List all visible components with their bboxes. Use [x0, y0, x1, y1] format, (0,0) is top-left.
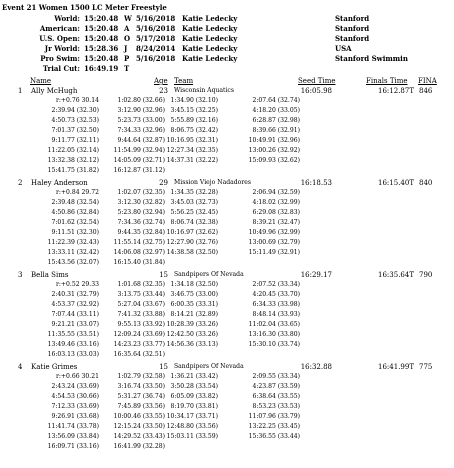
- split-time: 14:29.52 (33.43): [113, 433, 165, 440]
- split-time: 3:50.28 (33.54): [170, 383, 218, 390]
- split-time: 11:55.14 (32.75): [113, 239, 165, 246]
- split-time: 7:41.32 (33.88): [117, 311, 165, 318]
- swimmer-team: Sandpipers Of Nevada: [174, 271, 244, 278]
- split-time: 8:53.23 (33.53): [252, 403, 300, 410]
- split-time: 9:11.51 (32.30): [51, 229, 99, 236]
- record-date: 5/16/2018: [136, 54, 176, 63]
- split-time: 12:09.24 (33.69): [113, 331, 165, 338]
- split-time: 13:00.26 (32.92): [248, 147, 300, 154]
- split-time: 3:45.03 (32.73): [170, 199, 218, 206]
- record-date: 8/24/2014: [136, 44, 176, 53]
- split-time: 15:36.55 (33.44): [248, 433, 300, 440]
- event-title: Event 21 Women 1500 LC Meter Freestyle: [2, 3, 167, 12]
- split-time: 6:34.33 (33.98): [252, 301, 300, 308]
- split-time: 4:23.87 (33.59): [252, 383, 300, 390]
- split-time: 13:22.25 (33.45): [248, 423, 300, 430]
- record-team: Stanford: [335, 24, 370, 33]
- record-holder: Katie Ledecky: [182, 44, 238, 53]
- split-time: 16:15.40 (31.84): [113, 259, 165, 266]
- split-time: 10:16.95 (32.31): [166, 137, 218, 144]
- fina-points: 840: [419, 179, 433, 187]
- split-time: 14:05.09 (32.71): [113, 157, 165, 164]
- split-time: 14:23.23 (33.77): [113, 341, 165, 348]
- split-time: 9:44.35 (32.84): [117, 229, 165, 236]
- split-time: 15:09.93 (32.62): [248, 157, 300, 164]
- split-time: 7:01.62 (32.54): [51, 219, 99, 226]
- split-time: 1:02.07 (32.35): [117, 189, 165, 196]
- swimmer-name: Haley Anderson: [31, 179, 88, 187]
- split-time: 2:43.24 (33.69): [51, 383, 99, 390]
- split-time: 13:49.46 (33.16): [47, 341, 99, 348]
- split-time: r:+0.76 30.14: [55, 97, 99, 104]
- split-time: 4:50.86 (32.84): [51, 209, 99, 216]
- swimmer-place: 2: [18, 179, 23, 187]
- split-time: 10:49.91 (32.96): [248, 137, 300, 144]
- record-code: P: [124, 54, 130, 63]
- split-time: 2:06.94 (32.59): [252, 189, 300, 196]
- record-date: 5/17/2018: [136, 34, 176, 43]
- split-time: 14:37.31 (32.22): [166, 157, 218, 164]
- split-time: 2:40.31 (32.79): [51, 291, 99, 298]
- header-team: Team: [174, 77, 194, 85]
- swimmer-name: Bella Sims: [31, 271, 69, 279]
- split-time: 1:36.21 (33.42): [170, 373, 218, 380]
- split-time: 12:27.34 (32.35): [166, 147, 218, 154]
- header-finals: Finals Time: [366, 77, 408, 85]
- record-team: Stanford: [335, 34, 370, 43]
- split-time: 12:42.50 (33.26): [166, 331, 218, 338]
- split-time: 3:45.15 (32.25): [170, 107, 218, 114]
- record-code: W: [124, 14, 132, 23]
- record-team: Stanford Swimmin: [335, 54, 408, 63]
- split-time: 13:32.38 (32.12): [47, 157, 99, 164]
- split-time: 16:03.13 (33.03): [47, 351, 99, 358]
- split-time: 6:28.87 (32.98): [252, 117, 300, 124]
- split-time: 16:09.71 (33.16): [47, 443, 99, 450]
- split-time: 8:14.21 (32.89): [170, 311, 218, 318]
- split-time: 9:44.64 (32.87): [117, 137, 165, 144]
- split-time: 2:39.94 (32.30): [51, 107, 99, 114]
- header-seed: Seed Time: [298, 77, 336, 85]
- record-label: American:: [39, 24, 80, 33]
- split-time: 1:01.68 (32.35): [117, 281, 165, 288]
- record-time: 15:20.48: [84, 34, 119, 43]
- split-time: 11:54.99 (32.94): [113, 147, 165, 154]
- split-time: 2:07.52 (33.34): [252, 281, 300, 288]
- seed-time: 16:05.98: [300, 87, 332, 95]
- split-time: 4:53.37 (32.92): [51, 301, 99, 308]
- split-time: 4:18.02 (32.99): [252, 199, 300, 206]
- header-fina: FINA: [418, 77, 437, 85]
- split-time: 3:13.75 (33.44): [117, 291, 165, 298]
- split-time: 13:00.69 (32.79): [248, 239, 300, 246]
- split-time: 6:38.64 (33.55): [252, 393, 300, 400]
- seed-time: 16:18.53: [300, 179, 332, 187]
- swimmer-age: 23: [159, 87, 168, 95]
- split-time: 11:02.04 (33.65): [248, 321, 300, 328]
- split-time: 16:35.64 (32.51): [113, 351, 165, 358]
- record-time: 15:20.48: [84, 14, 119, 23]
- split-time: 11:22.39 (32.43): [47, 239, 99, 246]
- record-code: O: [124, 34, 131, 43]
- split-time: 12:27.90 (32.76): [166, 239, 218, 246]
- split-time: 15:30.10 (33.74): [248, 341, 300, 348]
- record-label: Trial Cut:: [42, 64, 80, 73]
- split-time: 9:55.13 (33.92): [117, 321, 165, 328]
- header-age: Age: [154, 77, 168, 85]
- swimmer-name: Katie Grimes: [31, 363, 78, 371]
- split-time: 1:02.79 (32.58): [117, 373, 165, 380]
- record-label: U.S. Open:: [39, 34, 80, 43]
- split-time: 11:41.74 (33.78): [47, 423, 99, 430]
- fina-points: 846: [419, 87, 433, 95]
- swimmer-team: Sandpipers Of Nevada: [174, 363, 244, 370]
- split-time: 11:22.05 (32.14): [47, 147, 99, 154]
- split-time: 5:23.73 (33.00): [117, 117, 165, 124]
- split-time: r:+0.52 29.33: [55, 281, 99, 288]
- split-time: 8:19.70 (33.81): [170, 403, 218, 410]
- record-holder: Katie Ledecky: [182, 14, 238, 23]
- record-time: 15:20.48: [84, 24, 119, 33]
- split-time: 8:06.74 (32.38): [170, 219, 218, 226]
- split-time: 5:55.89 (32.16): [170, 117, 218, 124]
- record-time: 15:20.48: [84, 54, 119, 63]
- split-time: 13:16.30 (33.80): [248, 331, 300, 338]
- split-time: 6:05.09 (33.82): [170, 393, 218, 400]
- seed-time: 16:29.17: [300, 271, 332, 279]
- split-time: 10:16.97 (32.62): [166, 229, 218, 236]
- record-code: J: [124, 44, 128, 53]
- split-time: 5:27.04 (33.67): [117, 301, 165, 308]
- finals-time: 16:35.64T: [378, 271, 414, 279]
- split-time: 13:56.09 (33.84): [47, 433, 99, 440]
- record-team: Stanford: [335, 14, 370, 23]
- split-time: 5:23.80 (32.94): [117, 209, 165, 216]
- record-time: 15:28.36: [84, 44, 119, 53]
- swimmer-place: 4: [18, 363, 23, 371]
- split-time: 8:48.14 (33.93): [252, 311, 300, 318]
- record-label: Pro Swim:: [40, 54, 80, 63]
- fina-points: 790: [419, 271, 433, 279]
- record-team: USA: [335, 44, 352, 53]
- split-time: 4:20.45 (33.70): [252, 291, 300, 298]
- split-time: 11:07.96 (33.79): [248, 413, 300, 420]
- swimmer-place: 3: [18, 271, 23, 279]
- split-time: 15:43.56 (32.07): [47, 259, 99, 266]
- split-time: 16:41.99 (32.28): [113, 443, 165, 450]
- record-label: World:: [54, 14, 80, 23]
- split-time: 4:50.73 (32.53): [51, 117, 99, 124]
- split-time: 14:38.58 (32.50): [166, 249, 218, 256]
- record-time: 16:49.19: [84, 64, 119, 73]
- split-time: 12:15.24 (33.50): [113, 423, 165, 430]
- split-time: 3:46.75 (33.00): [170, 291, 218, 298]
- record-code: T: [124, 64, 130, 73]
- seed-time: 16:32.88: [300, 363, 332, 371]
- split-time: 9:21.21 (33.07): [51, 321, 99, 328]
- split-time: 14:56.36 (33.13): [166, 341, 218, 348]
- swimmer-place: 1: [18, 87, 23, 95]
- split-time: 5:31.27 (36.74): [117, 393, 165, 400]
- split-time: 3:12.30 (32.82): [117, 199, 165, 206]
- record-holder: Katie Ledecky: [182, 34, 238, 43]
- split-time: 10:34.17 (33.71): [166, 413, 218, 420]
- split-time: 11:35.55 (33.51): [47, 331, 99, 338]
- split-time: r:+0.66 30.21: [55, 373, 99, 380]
- record-label: Jr World:: [44, 44, 80, 53]
- split-time: 2:07.64 (32.74): [252, 97, 300, 104]
- split-time: 14:06.08 (32.97): [113, 249, 165, 256]
- split-time: 12:48.80 (33.56): [166, 423, 218, 430]
- split-time: 16:12.87 (31.12): [113, 167, 165, 174]
- split-time: 8:06.75 (32.42): [170, 127, 218, 134]
- split-time: 4:18.20 (33.05): [252, 107, 300, 114]
- split-time: 5:56.25 (32.45): [170, 209, 218, 216]
- header-name: Name: [30, 77, 52, 85]
- split-time: 6:29.08 (32.83): [252, 209, 300, 216]
- split-time: 9:11.77 (32.11): [51, 137, 99, 144]
- split-time: 7:34.36 (32.74): [117, 219, 165, 226]
- fina-points: 775: [419, 363, 433, 371]
- split-time: 10:28.39 (33.26): [166, 321, 218, 328]
- swimmer-age: 15: [159, 363, 168, 371]
- split-time: 7:07.44 (33.11): [51, 311, 99, 318]
- finals-time: 16:41.99T: [378, 363, 414, 371]
- record-date: 5/16/2018: [136, 24, 176, 33]
- record-date: 5/16/2018: [136, 14, 176, 23]
- split-time: 1:02.80 (32.66): [117, 97, 165, 104]
- split-time: 6:00.35 (33.31): [170, 301, 218, 308]
- swimmer-team: Wisconsin Aquatics: [174, 87, 234, 94]
- split-time: 1:34.35 (32.28): [170, 189, 218, 196]
- split-time: 8:39.21 (32.47): [252, 219, 300, 226]
- split-time: 10:49.96 (32.99): [248, 229, 300, 236]
- split-time: 8:39.66 (32.91): [252, 127, 300, 134]
- split-time: 9:26.91 (33.68): [51, 413, 99, 420]
- swimmer-age: 15: [159, 271, 168, 279]
- split-time: 2:09.55 (33.34): [252, 373, 300, 380]
- finals-time: 16:15.40T: [378, 179, 414, 187]
- split-time: 3:16.74 (33.50): [117, 383, 165, 390]
- split-time: 15:11.49 (32.91): [248, 249, 300, 256]
- swimmer-team: Mission Viejo Nadadores: [174, 179, 251, 186]
- split-time: 7:45.89 (33.56): [117, 403, 165, 410]
- record-code: A: [124, 24, 130, 33]
- split-time: r:+0.84 29.72: [55, 189, 99, 196]
- split-time: 10:00.46 (33.55): [113, 413, 165, 420]
- record-holder: Katie Ledecky: [182, 54, 238, 63]
- split-time: 3:12.90 (32.96): [117, 107, 165, 114]
- split-time: 15:03.11 (33.59): [166, 433, 218, 440]
- split-time: 7:12.33 (33.69): [51, 403, 99, 410]
- swimmer-age: 29: [159, 179, 168, 187]
- split-time: 15:41.75 (31.82): [47, 167, 99, 174]
- record-holder: Katie Ledecky: [182, 24, 238, 33]
- split-time: 1:34.90 (32.10): [170, 97, 218, 104]
- swimmer-name: Ally McHugh: [31, 87, 78, 95]
- split-time: 1:34.18 (32.50): [170, 281, 218, 288]
- finals-time: 16:12.87T: [378, 87, 414, 95]
- split-time: 7:01.37 (32.50): [51, 127, 99, 134]
- split-time: 4:54.53 (30.66): [51, 393, 99, 400]
- split-time: 2:39.48 (32.54): [51, 199, 99, 206]
- split-time: 7:34.33 (32.96): [117, 127, 165, 134]
- split-time: 13:33.11 (32.42): [47, 249, 99, 256]
